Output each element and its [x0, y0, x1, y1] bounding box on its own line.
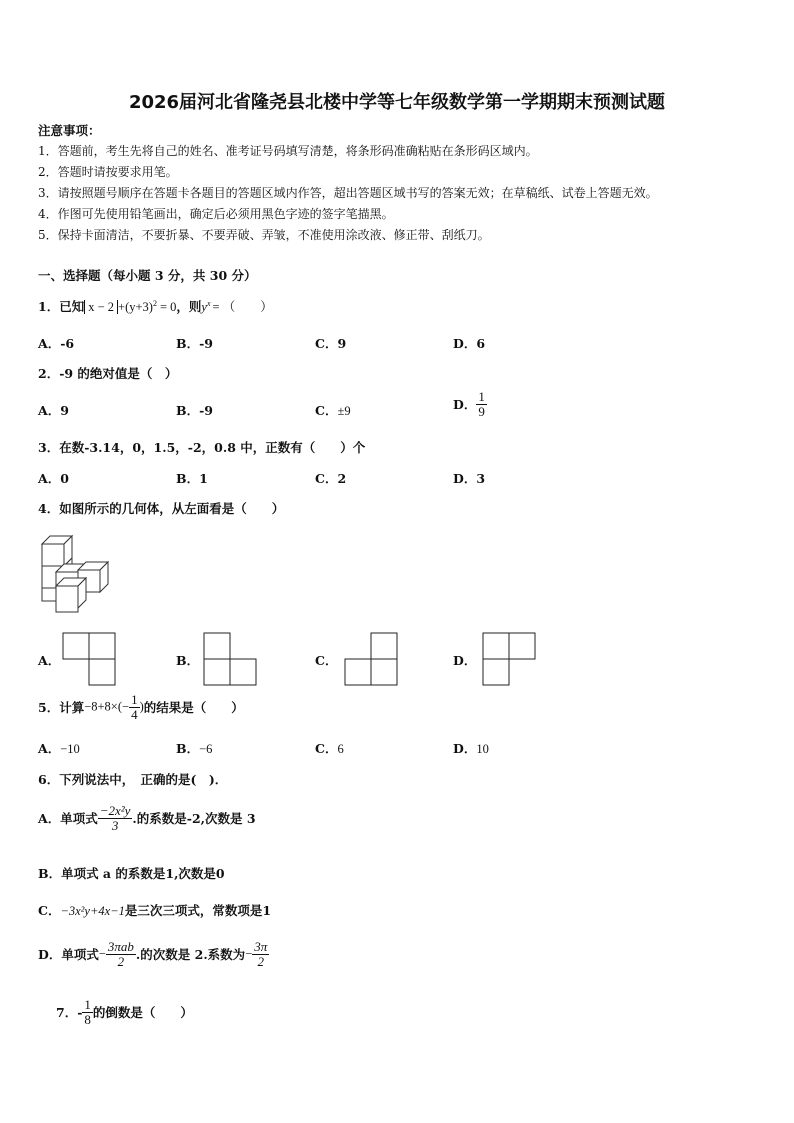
question-1: [38, 297, 273, 315]
q1-plus: +: [118, 300, 126, 314]
q5-option-c-value: 6: [337, 742, 344, 756]
q5-option-b-value: −6: [199, 742, 213, 756]
q1-then: ，则: [176, 299, 202, 314]
q5-fraction: [129, 693, 140, 721]
fraction-numerator: 3π: [254, 939, 268, 954]
q4-option-d-label[interactable]: D．: [453, 653, 477, 668]
question-5: [38, 693, 244, 721]
question-2: 2．-9 的绝对值是（ ）: [38, 366, 178, 381]
q1-ask: = （ ）: [212, 300, 273, 314]
q6-option-c[interactable]: [38, 901, 271, 919]
notice-item: 2．答题时请按要求用笔。: [38, 165, 178, 179]
q1-option-d[interactable]: D．6: [453, 336, 486, 351]
q6-d-fraction-2: [252, 940, 269, 968]
q5-option-d-value: 10: [476, 742, 489, 756]
q2-option-c-value: ±9: [337, 404, 351, 418]
question-6: 6．下列说法中， 正确的是( )．: [38, 772, 228, 787]
q1-equals: = 0: [159, 300, 177, 314]
q1-abs-expr: x − 2: [84, 300, 118, 314]
q6-d-middle: .的次数是 2.系数为: [135, 947, 246, 963]
page-title: 2026届河北省隆尧县北楼中学等七年级数学第一学期期末预测试题: [128, 92, 666, 113]
question-4: 4．如图所示的几何体，从左面看是（ ）: [38, 501, 285, 516]
q7-suffix: 的倒数是（ ）: [92, 1005, 193, 1021]
fraction-denominator: 8: [84, 1011, 91, 1027]
fraction-denominator: 2: [257, 953, 264, 969]
q4-option-d-figure[interactable]: [482, 632, 538, 686]
q5-close-paren: ): [139, 699, 144, 714]
q6-a-fraction: [98, 804, 133, 832]
q2-option-d-fraction: [476, 390, 487, 418]
q5-option-c-label: C．: [315, 741, 338, 756]
notice-heading: 注意事项：: [38, 123, 101, 138]
q1-square-base: (y+3): [125, 300, 153, 314]
q1-power-base: y: [201, 300, 207, 314]
q5-option-c[interactable]: [315, 739, 344, 757]
q1-option-a[interactable]: A．-6: [38, 336, 75, 351]
q2-option-d[interactable]: [453, 390, 487, 418]
q6-option-d[interactable]: [38, 940, 269, 968]
q6-option-a[interactable]: [38, 804, 256, 832]
q2-option-b[interactable]: B．-9: [176, 403, 213, 418]
q5-option-b-label: B．: [176, 741, 200, 756]
q5-option-d[interactable]: [453, 739, 489, 757]
fraction-numerator: −2x²y: [99, 803, 131, 818]
q3-option-b[interactable]: B．1: [176, 471, 208, 486]
q1-power-exp: x: [206, 298, 211, 308]
q3-option-a[interactable]: A．0: [38, 471, 69, 486]
q1-option-b[interactable]: B．-9: [176, 336, 213, 351]
q1-exponent: 2: [152, 298, 157, 308]
q4-option-a-label[interactable]: A．: [38, 653, 61, 668]
q4-option-a-figure[interactable]: [62, 632, 116, 686]
question-3: 3．在数-3.14，0，1.5，-2，0.8 中，正数有（ ）个: [38, 440, 366, 455]
fraction-numerator: 1: [131, 692, 138, 707]
fraction-denominator: 3: [111, 817, 119, 833]
q7-prefix: 7．-: [56, 1005, 83, 1021]
q4-option-c-label[interactable]: C．: [315, 653, 338, 668]
fraction-numerator: 1: [478, 389, 485, 404]
fraction-numerator: 1: [84, 997, 91, 1012]
q6-c-suffix: 是三次三项式，常数项是1: [124, 903, 272, 918]
q2-option-c[interactable]: [315, 401, 351, 419]
notice-item: 4．作图可先使用铅笔画出，确定后必须用黑色字迹的签字笔描黑。: [38, 207, 394, 221]
q6-option-b[interactable]: B．单项式 a 的系数是1,次数是0: [38, 866, 225, 881]
q2-option-d-label: D．: [453, 397, 477, 413]
q2-option-a[interactable]: A．9: [38, 403, 69, 418]
q1-option-c[interactable]: C．9: [315, 336, 347, 351]
q6-d-prefix: D．单项式: [38, 947, 99, 963]
q6-a-suffix: .的系数是-2,次数是 3: [132, 811, 256, 827]
q3-option-d[interactable]: D．3: [453, 471, 486, 486]
q5-option-d-label: D．: [453, 741, 477, 756]
notice-item: 3．请按照题号顺序在答题卡各题目的答题区域内作答，超出答题区域书写的答案无效；在草稿纸、试卷上答题无效。: [38, 186, 658, 200]
q4-option-b-label[interactable]: B．: [176, 653, 200, 668]
q4-option-c-figure[interactable]: [344, 632, 400, 686]
q6-c-expression: −3x²y+4x−1: [60, 904, 125, 918]
q6-d-minus: −: [98, 946, 106, 961]
fraction-denominator: 4: [131, 706, 138, 722]
q5-expression: −8+8×(−: [84, 699, 130, 714]
q6-a-prefix: A．单项式: [38, 811, 98, 827]
q3-option-c[interactable]: C．2: [315, 471, 347, 486]
q6-c-label: C．: [38, 903, 61, 918]
fraction-numerator: 3πab: [107, 939, 134, 954]
q5-option-a[interactable]: [38, 739, 80, 757]
section-heading: 一、选择题（每小题 3 分，共 30 分）: [38, 268, 257, 283]
q7-fraction: [82, 998, 93, 1026]
fraction-denominator: 9: [478, 403, 485, 419]
q1-prefix: 1．已知: [38, 299, 85, 314]
q5-option-b[interactable]: [176, 739, 212, 757]
q6-d-fraction: [106, 940, 136, 968]
q2-option-c-label: C．: [315, 403, 338, 418]
q5-option-a-label: A．: [38, 741, 61, 756]
q4-option-b-figure[interactable]: [203, 632, 259, 686]
q5-suffix: 的结果是（ ）: [143, 700, 244, 716]
q5-prefix: 5．计算: [38, 700, 85, 716]
cube-solid-figure: [38, 530, 113, 618]
fraction-denominator: 2: [117, 953, 125, 969]
notice-item: 5．保持卡面清洁，不要折暴、不要弄破、弄皱，不准使用涂改液、修正带、刮纸刀。: [38, 228, 490, 242]
notice-item: 1．答题前，考生先将自己的姓名、准考证号码填写清楚，将条形码准确粘贴在条形码区域内。: [38, 144, 538, 158]
q6-d-minus-2: −: [245, 946, 253, 961]
question-7: [56, 998, 193, 1026]
q5-option-a-value: −10: [60, 742, 80, 756]
